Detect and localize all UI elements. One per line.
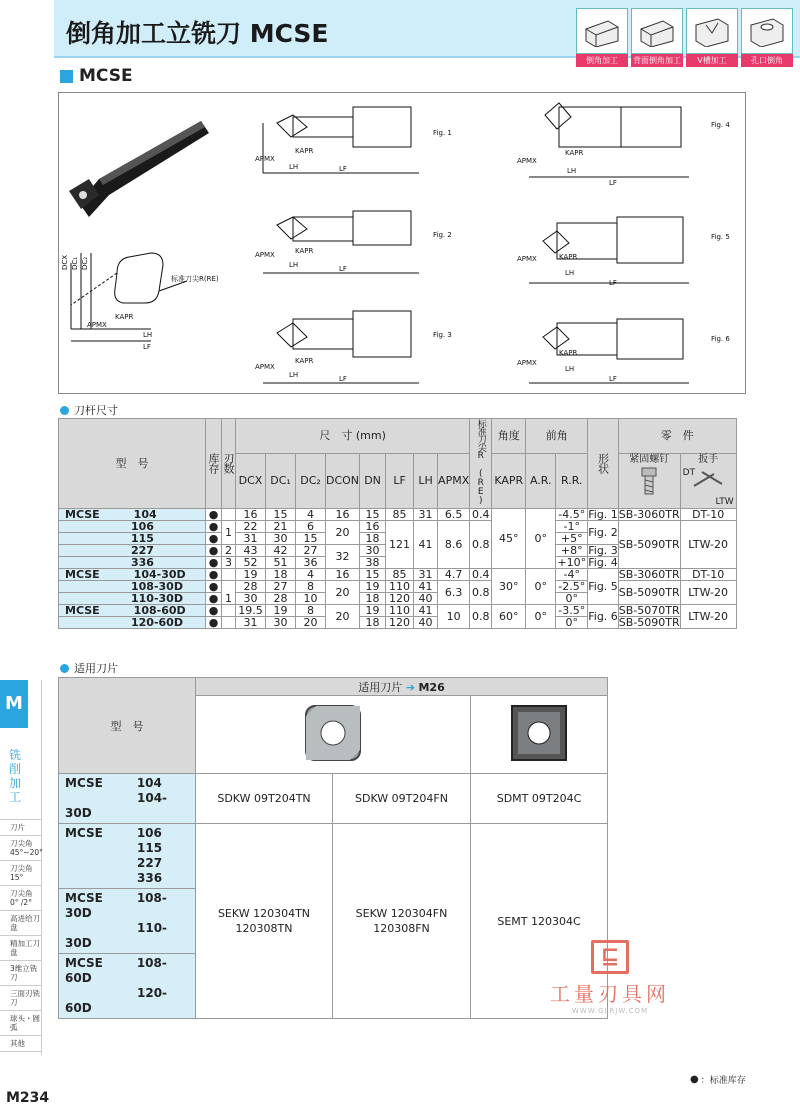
lh-label: LH [289,371,299,379]
dc2-cell: 8 [296,605,326,617]
shape-cell: Fig. 3 [588,544,618,557]
re-label: 标准刀尖R(RE) [171,275,219,283]
dn-cell: 18 [360,533,386,545]
app-v-groove [686,8,738,67]
side-index-item[interactable]: 刀尖角 15° [0,861,42,886]
chamfer-block-icon [582,15,622,47]
app-label: 背面倒角加工 [633,56,681,65]
insert-cell: SEKW 120304TN 120308TN [196,824,333,1019]
flutes-cell: 3 [222,557,236,569]
stock-cell: ● [206,557,222,569]
insert-image-sdkw [196,696,471,774]
screw-cell: SB-5090TR [618,616,680,629]
apmx-cell: 4.7 [438,569,470,581]
insert-model-cell: MCSE 108-30D 110-30D [59,889,196,954]
model-cell: MCSE 104 [59,509,206,521]
insert-cell: SDKW 09T204FN [333,774,471,824]
insert-cell: SDMT 09T204C [471,774,608,824]
dn-cell: 30 [360,545,386,557]
lf-cell: 110 [386,581,414,593]
rr-cell: -2.5° [556,581,588,593]
dcx-cell: 31 [236,533,266,545]
fig3-label: Fig. 3 [433,331,452,339]
stock-cell: ● [206,605,222,617]
shape-header: 形状 [588,419,619,509]
rr-cell: -4° [556,569,588,581]
col-dc2: DC₂ [296,453,326,508]
dc2-cell: 27 [296,545,326,557]
model-cell: 106 [59,521,206,533]
dcon-cell: 20 [326,581,360,605]
application-icons [576,8,793,67]
dcx-cell: 31 [236,617,266,629]
wrench-cell: DT-10 [680,569,736,581]
flutes-cell [222,509,236,521]
dn-cell: 16 [360,521,386,533]
lf-label: LF [339,265,347,273]
fig1-drawing [255,107,452,173]
rake-header: 前角 [526,419,588,454]
ar-cell: 0° [526,509,556,569]
dn-cell: 18 [360,617,386,629]
fig6-label: Fig. 6 [711,335,730,343]
side-index-item[interactable]: 刀尖角 45°~20° [0,836,42,861]
ar-cell: 0° [526,605,556,629]
shape-cell: Fig. 2 [588,521,619,545]
dcx-label: DCX [61,254,69,270]
lf-cell: 120 [386,617,414,629]
dcx-cell: 19 [236,569,266,581]
rr-cell: +10° [557,556,587,569]
side-index-item[interactable]: 刀片 [0,820,42,836]
arrow-circle-icon: ➔ [405,680,415,694]
watermark-logo-icon: ⊑ [591,940,629,974]
v-groove-block-icon [692,15,732,47]
legend-text: ：标准库存 [700,1076,746,1086]
col-ar: A.R. [526,453,556,508]
rr-cell: -1° [556,521,588,533]
lf-cell: 121 [386,521,414,569]
dcon-cell: 20 [326,521,360,545]
dcon-cell: 20 [326,605,360,629]
model-cell: 120-60D [59,617,206,629]
side-index-item[interactable]: 其他 [0,1036,42,1052]
inserts-heading [60,660,118,676]
side-index [0,819,42,1052]
lf-label: LF [609,375,617,383]
kapr-label: KAPR [115,313,134,321]
bullet-icon [60,664,69,673]
lh-cell: 41 [414,521,438,569]
wrench-cell: LTW-20 [680,521,736,569]
app-back-chamfer [631,8,683,67]
dn-cell: 19 [360,581,386,593]
insert-chipbreaker-icon [504,700,574,766]
dc2-cell: 8 [296,581,326,593]
flutes-cell [222,569,236,581]
rr-cell: -4.5° [556,509,588,521]
parts-header: 零 件 [618,419,736,454]
dc1-cell: 27 [266,581,296,593]
dc2-cell: 36 [296,557,326,569]
apmx-cell: 8.6 [438,521,470,569]
section-marker [60,70,73,83]
dc2-cell: 4 [296,509,326,521]
stock-cell: ● [206,569,222,581]
dc2-cell: 20 [296,617,326,629]
dn-cell: 38 [360,557,386,569]
lf-label: LF [609,179,617,187]
dc1-cell: 19 [266,605,296,617]
lh-cell: 31 [414,509,438,521]
fig4-drawing [517,103,730,187]
col-kapr: KAPR [492,453,526,508]
insert-cell: SEKW 120304FN 120308FN [333,824,471,1019]
dcon-cell: 32 [326,545,360,569]
side-category-label: 铣削加工 [8,748,21,804]
rr-cell: 0° [556,593,588,605]
shape-cell: Fig. 5 [588,569,619,605]
lh-label: LH [565,365,575,373]
dc1-cell: 30 [266,617,296,629]
shape-cell: Fig. 1 [588,508,618,521]
lf-label: LF [609,279,617,287]
inserts-label: 适用刀片 [74,662,118,675]
dc2-label: DC₂ [81,256,89,270]
shape-cell: Fig. 4 [588,556,618,569]
col-apmx: APMX [438,453,470,508]
model-cell: 108-30D [59,581,206,593]
dcon-cell: 16 [326,569,360,581]
stock-cell: ● [206,533,222,545]
bullet-icon [60,406,69,415]
lh-label: LH [289,163,299,171]
col-dcon: DCON [326,453,360,508]
insert-model-cell: MCSE 108-60D 120-60D [59,954,196,1019]
kapr-label: KAPR [295,147,314,155]
model-cell: 227 [59,545,206,557]
side-index-item[interactable]: 高进给刀盘 [0,911,42,936]
dc1-cell: 42 [266,545,296,557]
dt-label: DT [682,467,696,478]
page-number: M234 [6,1090,50,1106]
watermark [535,940,685,1015]
table-row [59,509,737,521]
dn-cell: 19 [360,605,386,617]
dcx-cell: 43 [236,545,266,557]
side-index-item[interactable]: 球头・圆弧 [0,1011,42,1036]
kapr-label: KAPR [295,247,314,255]
fig5-label: Fig. 5 [711,233,730,241]
dn-cell: 15 [360,509,386,521]
insert-model-cell: MCSE 106 115 227 336 [59,824,196,889]
wrench-cell: LTW-20 [680,581,736,605]
back-chamfer-block-icon [637,15,677,47]
angle-header: 角度 [492,419,526,454]
dc1-cell: 18 [266,569,296,581]
apmx-label: APMX [255,363,275,371]
stock-cell: ● [206,593,222,605]
stock-cell: ● [206,521,222,533]
stock-cell: ● [206,545,222,557]
lf-cell: 120 [386,593,414,605]
re-cell: 0.4 [470,569,492,581]
lf-cell: 110 [386,605,414,617]
dimensions-header: 尺 寸 (mm) [236,419,470,454]
dc1-cell: 28 [266,593,296,605]
dc2-cell: 4 [296,569,326,581]
re-cell: 0.8 [470,605,492,629]
stock-cell: ● [206,509,222,521]
fig4-label: Fig. 4 [711,121,730,129]
section-title [60,66,133,86]
legend-bullet: ● [690,1074,699,1085]
lf-label: LF [143,343,151,351]
lf-label: LF [339,165,347,173]
lh-label: LH [565,269,575,277]
insert-cell: SDKW 09T204TN [196,774,333,824]
stock-header: 库存 [206,419,222,509]
fig1-label: Fig. 1 [433,129,452,137]
col-lf: LF [386,453,414,508]
col-dc1: DC₁ [266,453,296,508]
table-row [59,581,737,593]
fig5-drawing [517,217,730,287]
apmx-cell: 6.5 [438,509,470,521]
lf-label: LF [339,375,347,383]
lh-label: LH [289,261,299,269]
model-cell: 336 [59,557,206,569]
insert-square-icon [298,700,368,766]
table-row [59,617,737,629]
dcx-cell: 52 [236,557,266,569]
table-row [59,521,737,533]
shank-label: 刀杆尺寸 [74,404,118,417]
side-index-item[interactable]: 三面刃铣刀 [0,986,42,1011]
dc1-cell: 15 [266,509,296,521]
screw-cell: SB-5090TR [618,581,680,605]
dc1-cell: 30 [266,533,296,545]
insert-model-header: 型 号 [59,678,196,774]
rr-cell: +8° [556,545,588,557]
model-cell: MCSE 104-30D [59,569,206,581]
col-lh: LH [414,453,438,508]
page-header [54,0,800,65]
insert-image-sdmt [471,696,608,774]
app-label: 倒角加工 [576,54,628,67]
dc2-cell: 15 [296,533,326,545]
fig6-drawing [517,319,730,383]
model-cell: 115 [59,533,206,545]
insert-header: 适用刀片 ➔ M26 [196,678,608,696]
apmx-label: APMX [517,157,537,165]
dcx-cell: 16 [236,509,266,521]
side-index-item[interactable]: 刀尖角 0° /2° [0,886,42,911]
lh-cell: 31 [414,569,438,581]
page-title: 倒角加工立铣刀 MCSE [66,19,329,48]
app-label: V槽加工 [686,54,738,67]
lh-cell: 41 [414,581,438,593]
screw-cell: SB-5070TR [618,604,680,617]
ltw-label: LTW [715,497,734,507]
dcx-cell: 30 [236,593,266,605]
re-cell: 0.8 [470,521,492,569]
side-index-item[interactable]: 精加工刀盘 [0,936,42,961]
flutes-cell: 1 [222,521,236,545]
insert-model-cell: MCSE 104 104-30D [59,774,196,824]
shank-dimension-table [58,418,737,629]
col-dn: DN [360,453,386,508]
col-wrench: 扳手 DT LTW [680,453,736,508]
dc1-cell: 21 [266,521,296,533]
kapr-label: KAPR [559,253,578,261]
insert-detail-drawing [61,253,219,351]
kapr-cell: 30° [492,569,526,605]
dn-cell: 18 [360,593,386,605]
kapr-cell: 45° [492,509,526,569]
rr-cell: 0° [556,617,588,629]
col-dcx: DCX [236,453,266,508]
kapr-label: KAPR [559,349,578,357]
flutes-header: 刃数 [222,419,236,509]
apmx-label: APMX [517,255,537,263]
lh-cell: 41 [414,605,438,617]
fig2-drawing [255,211,452,273]
model-cell: MCSE 108-60D [59,605,206,617]
dc2-cell: 10 [296,593,326,605]
watermark-url: WWW.GLRJW.COM [571,1007,649,1015]
apmx-cell: 6.3 [438,581,470,605]
insert-table [58,677,608,1019]
apmx-label: APMX [87,321,107,329]
fig2-label: Fig. 2 [433,231,452,239]
ar-cell: 0° [526,569,556,605]
apmx-label: APMX [255,155,275,163]
flutes-cell [222,617,236,629]
kapr-label: KAPR [565,149,584,157]
model-header: 型 号 [59,419,206,509]
lf-cell: 85 [386,569,414,581]
screw-cell: SB-3060TR [618,568,680,581]
side-tab-m[interactable]: M [0,680,28,728]
dcon-cell: 16 [326,509,360,521]
dc1-cell: 51 [266,557,296,569]
insert-cell: SEMT 120304C [471,824,608,1019]
dcx-cell: 28 [236,581,266,593]
dcx-cell: 19.5 [236,605,266,617]
flutes-cell: 2 [222,545,236,557]
dc2-cell: 6 [296,521,326,533]
lf-cell: 85 [386,509,414,521]
hole-chamfer-block-icon [747,15,787,47]
shape-cell: Fig. 6 [588,605,619,629]
dcx-cell: 22 [236,521,266,533]
dn-cell: 15 [360,569,386,581]
lh-cell: 40 [414,593,438,605]
dimension-drawings [59,93,747,395]
kapr-label: KAPR [295,357,314,365]
screw-cell: SB-3060TR [618,508,680,521]
rr-cell: +5° [556,533,588,545]
model-cell: 110-30D [59,593,206,605]
lh-label: LH [567,167,577,175]
fig3-drawing [255,311,452,383]
re-cell: 0.4 [470,509,492,521]
figure-panel [58,92,746,394]
shank-dimensions-heading [60,402,118,418]
side-index-item[interactable]: 3维立铣刀 [0,961,42,986]
app-label: 孔口倒角 [741,54,793,67]
table-row [59,569,737,581]
rr-cell: -3.5° [556,605,588,617]
stock-legend [690,1073,746,1086]
re-cell: 0.8 [470,581,492,605]
col-rr: R.R. [556,453,588,508]
app-chamfer [576,8,628,67]
stock-cell: ● [206,617,222,629]
catalog-ref: M26 [418,680,445,694]
apmx-label: APMX [255,251,275,259]
section-title-text: MCSE [79,66,133,86]
app-hole-chamfer [741,8,793,67]
wrench-cell: LTW-20 [680,605,736,629]
flutes-cell: 1 [222,581,236,605]
col-screw: 紧固螺钉 [618,453,680,508]
screw-cell: SB-5090TR [618,521,680,569]
kapr-cell: 60° [492,605,526,629]
screw-icon [636,466,662,496]
stock-cell: ● [206,581,222,593]
dc-label: DC₁ [71,256,79,270]
wrench-cell: DT-10 [680,509,736,521]
apmx-label: APMX [517,359,537,367]
lh-label: LH [143,331,153,339]
lh-cell: 40 [414,617,438,629]
apmx-cell: 10 [438,605,470,629]
tool-photo [59,93,211,243]
watermark-text: 工量刃具网 [550,982,670,1006]
flutes-cell [222,605,236,617]
corner-radius-header: 标准刀尖R (RE) [470,419,492,509]
table-row [59,605,737,617]
